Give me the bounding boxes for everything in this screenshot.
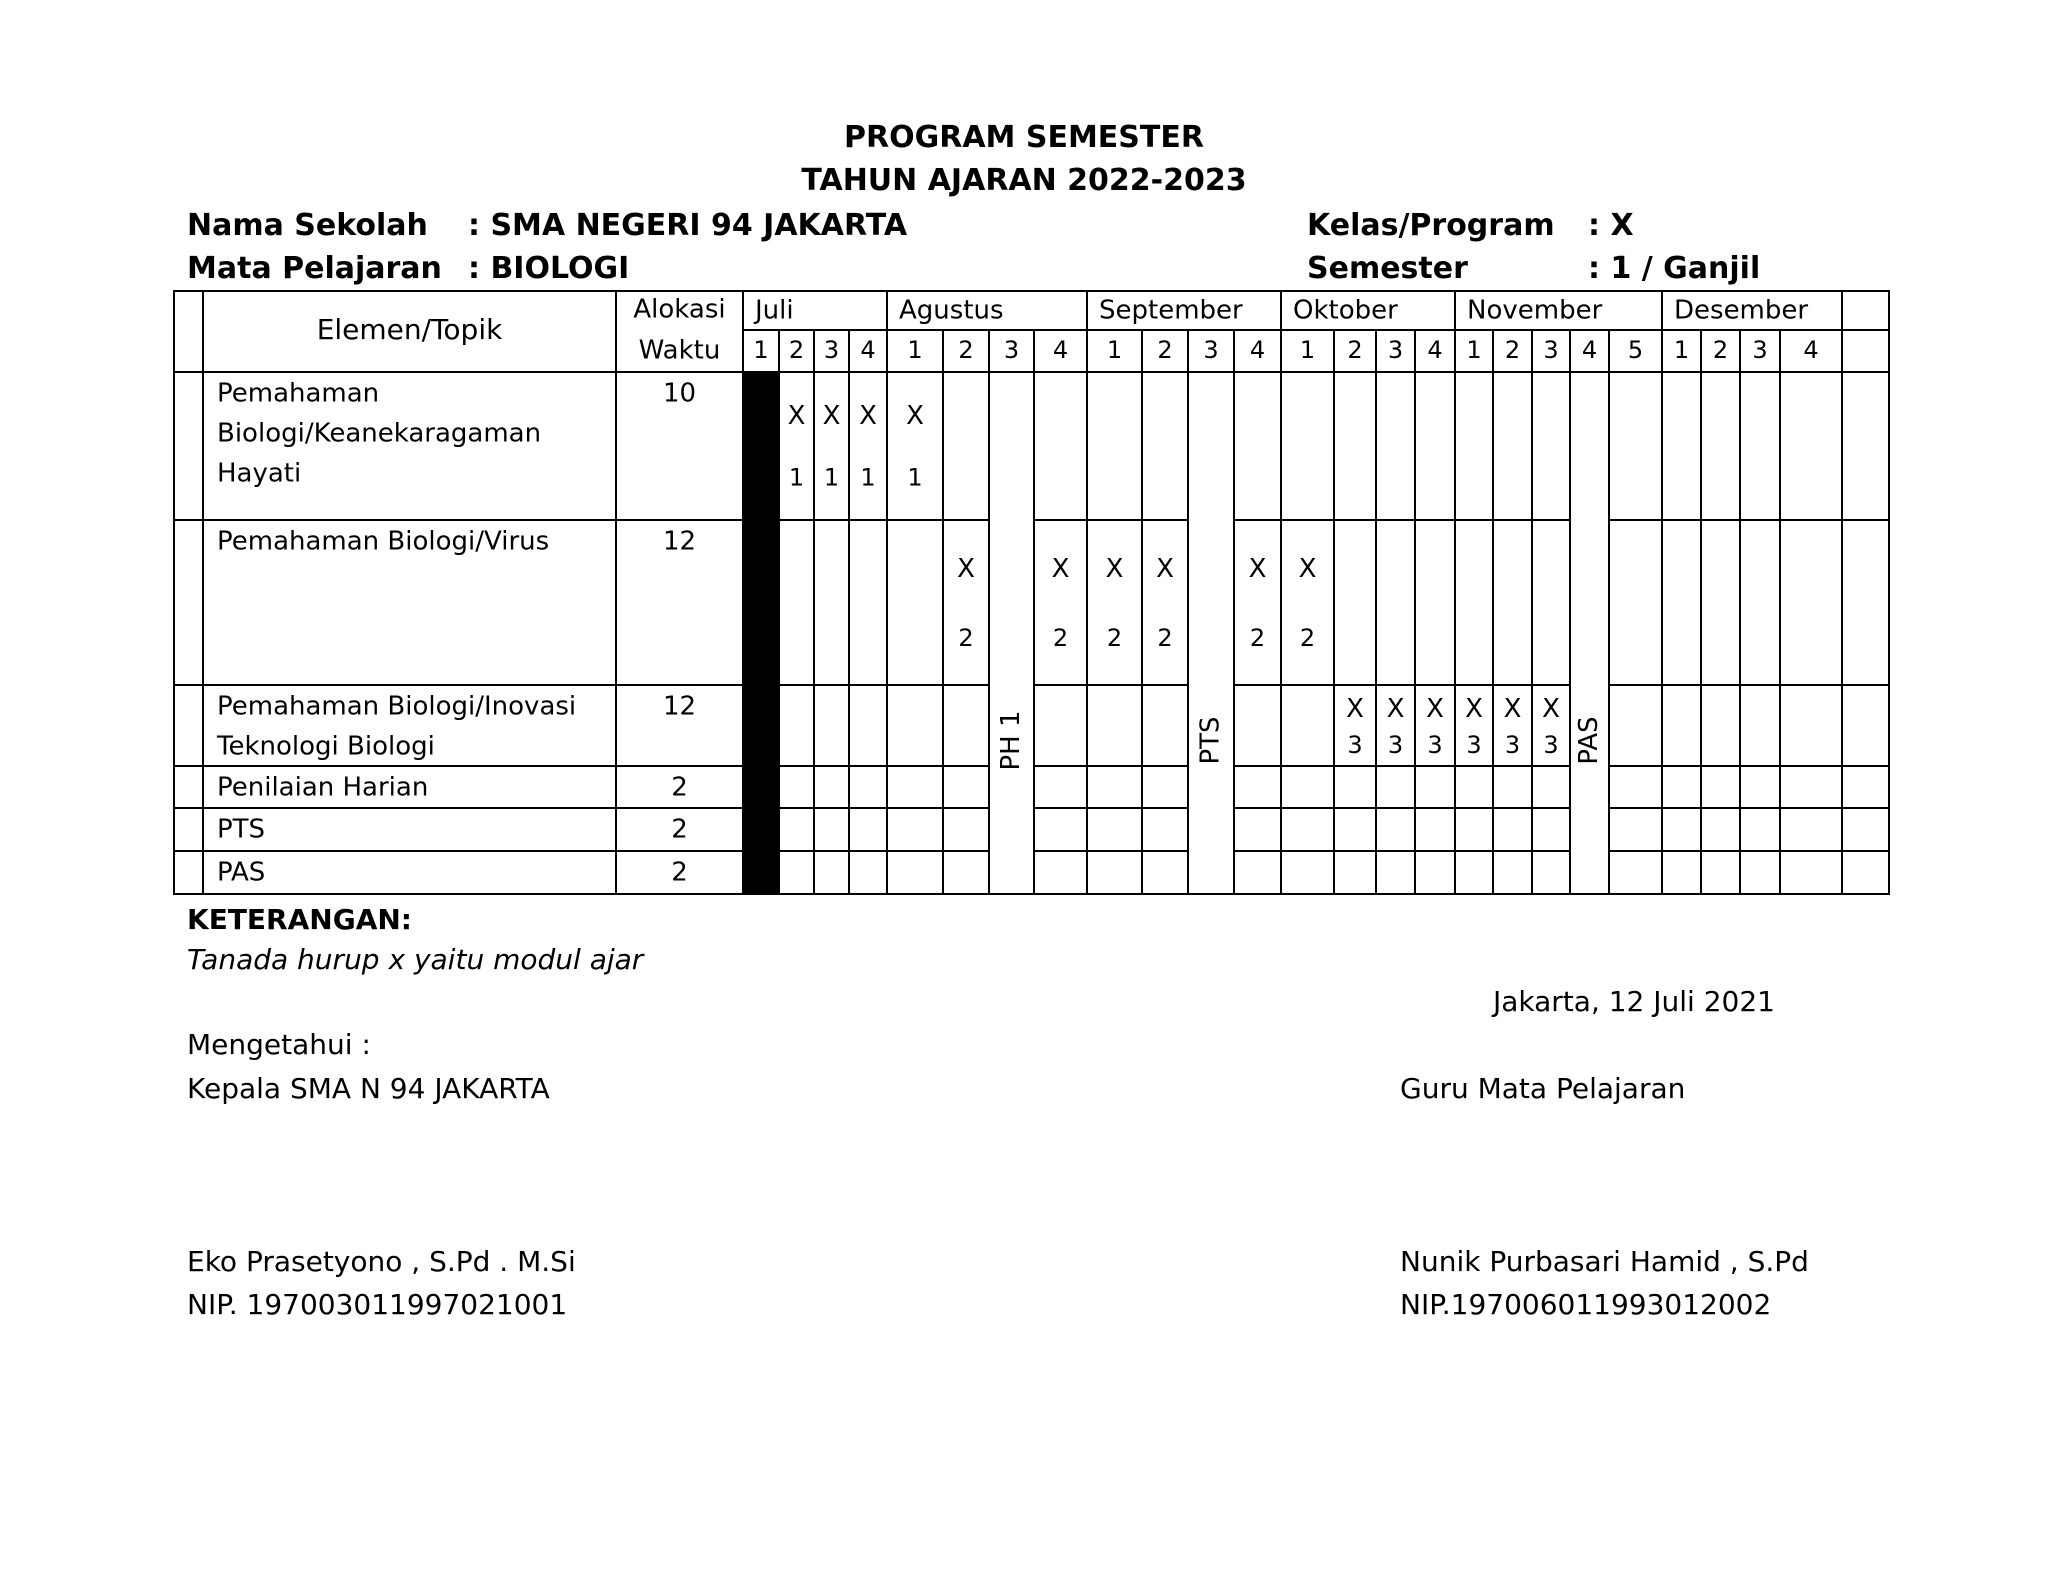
month-label: Oktober xyxy=(1293,295,1398,326)
module-number: 3 xyxy=(1387,730,1404,759)
week-number: 2 xyxy=(1504,336,1521,364)
week-number: 1 xyxy=(753,336,769,364)
right-signer-nip: NIP.197006011993012002 xyxy=(1400,1288,1772,1321)
notes-heading: KETERANGAN: xyxy=(187,903,412,936)
week-number: 4 xyxy=(1427,336,1443,364)
semester-value: : 1 / Ganjil xyxy=(1588,251,1761,286)
right-signer-name: Nunik Purbasari Hamid , S.Pd xyxy=(1400,1245,1809,1278)
module-mark: X xyxy=(1465,693,1483,724)
week-number: 3 xyxy=(823,336,840,364)
module-mark: X xyxy=(1542,693,1560,724)
left-role-label: Mengetahui : xyxy=(187,1028,371,1061)
module-mark: X xyxy=(906,400,924,431)
table-border xyxy=(174,291,1889,894)
module-number: 3 xyxy=(1347,730,1363,759)
module-mark: X xyxy=(1248,554,1267,584)
module-mark: X xyxy=(1503,693,1522,724)
topic-text: PAS xyxy=(217,857,266,888)
module-mark: X xyxy=(787,400,806,431)
topic-text: Pemahaman Biologi/Inovasi xyxy=(217,691,577,722)
alloc-value: 2 xyxy=(671,772,688,803)
vertical-label: PTS xyxy=(1195,716,1226,765)
module-number: 2 xyxy=(1157,623,1173,652)
week-number: 5 xyxy=(1627,336,1644,364)
module-mark: X xyxy=(859,400,877,431)
topic-text: Penilaian Harian xyxy=(217,772,429,803)
header-alloc-line1: Alokasi xyxy=(633,294,726,325)
header-topic: Elemen/Topik xyxy=(316,313,503,346)
topic-text: Pemahaman Biologi/Virus xyxy=(217,526,550,557)
module-number: 1 xyxy=(823,463,840,492)
module-mark: X xyxy=(1426,693,1444,724)
week-number: 2 xyxy=(1157,336,1173,364)
class-value: : X xyxy=(1588,208,1634,243)
left-signer-name: Eko Prasetyono , S.Pd . M.Si xyxy=(187,1245,576,1278)
topic-text: Teknologi Biologi xyxy=(217,731,435,762)
week-number: 1 xyxy=(1106,336,1123,364)
doc-subtitle: TAHUN AJARAN 2022-2023 xyxy=(801,163,1247,198)
module-mark: X xyxy=(1386,693,1405,724)
subject-label: Mata Pelajaran xyxy=(187,251,442,286)
right-role: Guru Mata Pelajaran xyxy=(1400,1072,1686,1105)
module-number: 2 xyxy=(958,623,974,652)
week-number: 3 xyxy=(1203,336,1219,364)
week-number: 3 xyxy=(1543,336,1559,364)
module-mark: X xyxy=(1051,554,1070,584)
week-number: 4 xyxy=(860,336,876,364)
module-mark: X xyxy=(752,400,770,431)
month-label: November xyxy=(1467,295,1603,326)
topic-text: Hayati xyxy=(217,458,302,489)
place-date: Jakarta, 12 Juli 2021 xyxy=(1493,985,1775,1018)
week-number: 2 xyxy=(788,336,805,364)
module-mark: X xyxy=(1346,693,1364,724)
vertical-label: PH 1 xyxy=(996,710,1026,771)
module-mark: X xyxy=(1105,554,1124,584)
week-number: 3 xyxy=(1387,336,1404,364)
module-number: 1 xyxy=(860,463,876,492)
module-number: 3 xyxy=(1543,730,1559,759)
month-label: Agustus xyxy=(899,295,1004,326)
week-number: 4 xyxy=(1581,336,1598,364)
left-signer-nip: NIP. 197003011997021001 xyxy=(187,1288,568,1321)
month-label: September xyxy=(1099,295,1243,326)
alloc-value: 12 xyxy=(662,526,697,557)
module-mark: X xyxy=(1298,554,1317,584)
module-mark: X xyxy=(957,554,975,584)
module-number: 3 xyxy=(1504,730,1521,759)
vertical-label: PAS xyxy=(1574,716,1604,765)
week-number: 1 xyxy=(907,336,923,364)
topic-text: PTS xyxy=(217,814,266,845)
module-mark: X xyxy=(822,400,841,431)
week-number: 2 xyxy=(958,336,974,364)
module-number: 2 xyxy=(1299,623,1316,652)
school-label: Nama Sekolah xyxy=(187,208,428,243)
module-number: 1 xyxy=(753,463,769,492)
module-number: 1 xyxy=(907,463,923,492)
module-number: 3 xyxy=(1427,730,1443,759)
month-label: Juli xyxy=(755,295,794,326)
module-number: 1 xyxy=(788,463,805,492)
week-number: 1 xyxy=(1466,336,1482,364)
module-number: 2 xyxy=(1052,623,1069,652)
header-alloc-line2: Waktu xyxy=(638,335,721,366)
semester-label: Semester xyxy=(1307,251,1468,286)
blocked-week-column xyxy=(743,372,779,895)
week-number: 3 xyxy=(1003,336,1020,364)
module-number: 2 xyxy=(1106,623,1123,652)
module-number: 3 xyxy=(1466,730,1482,759)
class-label: Kelas/Program xyxy=(1307,208,1555,243)
semester-schedule-table xyxy=(173,290,1893,902)
module-number: 2 xyxy=(1249,623,1266,652)
left-role: Kepala SMA N 94 JAKARTA xyxy=(187,1072,550,1105)
doc-title: PROGRAM SEMESTER xyxy=(844,120,1204,155)
module-mark: X xyxy=(1156,554,1174,584)
week-number: 3 xyxy=(1752,336,1768,364)
alloc-value: 12 xyxy=(662,691,697,722)
week-number: 1 xyxy=(1673,336,1690,364)
notes-text: Tanada hurup x yaitu modul ajar xyxy=(187,943,644,976)
alloc-value: 10 xyxy=(662,378,697,409)
school-value: : SMA NEGERI 94 JAKARTA xyxy=(468,208,908,243)
week-number: 2 xyxy=(1712,336,1729,364)
week-number: 4 xyxy=(1052,336,1069,364)
week-number: 4 xyxy=(1803,336,1819,364)
topic-text: Pemahaman xyxy=(217,378,380,409)
week-number: 1 xyxy=(1299,336,1316,364)
alloc-value: 2 xyxy=(671,857,688,888)
week-number: 2 xyxy=(1347,336,1363,364)
week-number: 4 xyxy=(1249,336,1266,364)
subject-value: : BIOLOGI xyxy=(468,251,630,286)
month-label: Desember xyxy=(1674,295,1809,326)
topic-text: Biologi/Keanekaragaman xyxy=(217,418,542,449)
alloc-value: 2 xyxy=(671,814,688,845)
